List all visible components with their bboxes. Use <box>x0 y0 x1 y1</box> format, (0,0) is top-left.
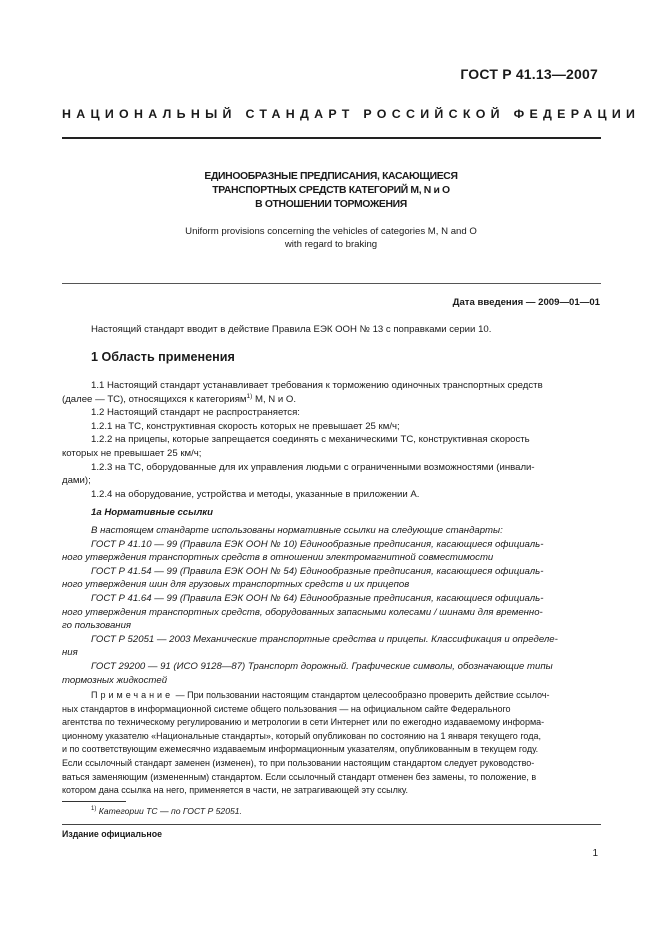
p1-1-categories: M, N и O. <box>252 393 297 405</box>
note-line-2: ных стандартов в информационной системе общего пользования — на официальном сайте Федерального <box>62 703 511 714</box>
section-heading-scope: 1 Область применения <box>91 350 235 364</box>
note-line-8: котором дана ссылка на него, применяется в части, не затрагивающей эту ссылку. <box>62 785 408 796</box>
footnote-text: Категории ТС — по ГОСТ Р 52051. <box>96 806 242 816</box>
reference-3-line-2: ного утверждения транспортных средств, оборудованных запасными колесами / шинами для временно- <box>62 606 543 618</box>
note-line-4: ционному указателю «Национальные стандарты», который опубликован по состоянию на 1 января текущего года, <box>62 730 541 741</box>
intro-text: Настоящий стандарт вводит в действие Правила ЕЭК ООН № 13 с поправками серии 10. <box>91 324 492 335</box>
document-title <box>100 170 562 212</box>
bottom-divider <box>62 824 601 825</box>
note-line-5: и по соответствующим ежемесячно издаваемым информационным указателям, опубликованным в текущем году. <box>62 744 539 755</box>
footnote <box>91 806 242 816</box>
reference-3-line-3: го пользования <box>62 620 132 632</box>
note-line-3: агентства по техническому регулированию и метрологии в сети Интернет или по ежегодно издаваемому информа- <box>62 717 545 728</box>
reference-5-line-1: ГОСТ 29200 — 91 (ИСО 9128—87) Транспорт дорожный. Графические символы, обозначающие типы <box>91 660 553 672</box>
intro-paragraph <box>62 323 600 337</box>
reference-1-line-2: ного утверждения транспортных средств в отношении электромагнитной совместимости <box>62 552 494 564</box>
subtitle-line-1: Uniform provisions concerning the vehicles of categories M, N and O <box>185 226 477 237</box>
reference-3-line-1: ГОСТ Р 41.64 — 99 (Правила ЕЭК ООН № 64) Единообразные предписания, касающиеся официаль- <box>91 592 544 604</box>
p1-1-line-2 <box>62 393 600 407</box>
footnote-ref: 1) <box>246 392 253 400</box>
section-heading-references: 1а Нормативные ссылки <box>91 507 214 518</box>
p1-1-text: (далее — ТС), относящихся к категориям <box>62 393 247 405</box>
p1-2-3-line-1: 1.2.3 на ТС, оборудованные для их управления людьми с ограниченными возможностями (инвали- <box>91 461 535 473</box>
references-list <box>62 524 600 687</box>
reference-1-line-1: ГОСТ Р 41.10 — 99 (Правила ЕЭК ООН № 10) Единообразные предписания, касающиеся официаль- <box>91 538 544 550</box>
p1-1-line-1: 1.1 Настоящий стандарт устанавливает требования к торможению одиночных транспортных средств <box>91 380 543 391</box>
note-label: Примечание <box>91 690 174 700</box>
p1-2-3-line-2: дами); <box>62 475 91 487</box>
edition-label: Издание официальное <box>62 829 162 839</box>
top-divider <box>62 137 601 139</box>
p1-2-2-line-2: которых не превышает 25 км/ч; <box>62 447 202 459</box>
reference-4-line-1: ГОСТ Р 52051 — 2003 Механические транспортные средства и прицепы. Классификация и определе- <box>91 633 558 645</box>
p1-2: 1.2 Настоящий стандарт не распространяется: <box>91 407 300 419</box>
title-line-1: ЕДИНООБРАЗНЫЕ ПРЕДПИСАНИЯ, КАСАЮЩИЕСЯ <box>204 171 458 182</box>
note-block <box>62 689 600 798</box>
reference-5-line-2: тормозных жидкостей <box>62 674 168 686</box>
document-number: ГОСТ Р 41.13—2007 <box>460 66 598 82</box>
footnote-marker: 1) <box>91 806 97 813</box>
middle-divider <box>62 283 601 284</box>
title-line-3: В ОТНОШЕНИИ ТОРМОЖЕНИЯ <box>255 199 407 210</box>
introduction-date: Дата введения — 2009—01—01 <box>452 297 600 308</box>
note-line-6: Если ссылочный стандарт заменен (изменен), то при пользовании настоящим стандартом следует руководство- <box>62 757 535 768</box>
p1-2-1: 1.2.1 на ТС, конструктивная скорость которых не превышает 25 км/ч; <box>91 420 400 432</box>
title-line-2: ТРАНСПОРТНЫХ СРЕДСТВ КАТЕГОРИЙ M, N и O <box>212 185 450 196</box>
p1-2-4: 1.2.4 на оборудование, устройства и методы, указанные в приложении А. <box>91 488 420 500</box>
national-standard-header: НАЦИОНАЛЬНЫЙ СТАНДАРТ РОССИЙСКОЙ ФЕДЕРАЦИИ <box>62 107 641 121</box>
footnote-divider <box>62 801 126 802</box>
page-number: 1 <box>592 848 598 859</box>
subtitle-line-2: with regard to braking <box>284 239 378 250</box>
references-intro: В настоящем стандарте использованы нормативные ссылки на следующие стандарты: <box>91 525 503 536</box>
note-line-1 <box>62 689 600 703</box>
reference-4-line-2: ния <box>62 647 78 659</box>
reference-2-line-1: ГОСТ Р 41.54 — 99 (Правила ЕЭК ООН № 54) Единообразные предписания, касающиеся официаль- <box>91 565 544 577</box>
english-subtitle <box>100 225 562 251</box>
note-text-start: — При пользовании настоящим стандартом целесообразно проверить действие ссылоч- <box>173 690 550 700</box>
note-line-7: ваться заменяющим (измененным) стандартом. Если ссылочный стандарт отменен без замены, то положение, в <box>62 771 537 782</box>
p1-2-2-line-1: 1.2.2 на прицепы, которые запрещается соединять с механическими ТС, конструктивная скорость <box>91 434 530 446</box>
paragraph-1-1 <box>62 379 600 501</box>
reference-2-line-2: ного утверждения шин для грузовых транспортных средств и их прицепов <box>62 579 410 591</box>
